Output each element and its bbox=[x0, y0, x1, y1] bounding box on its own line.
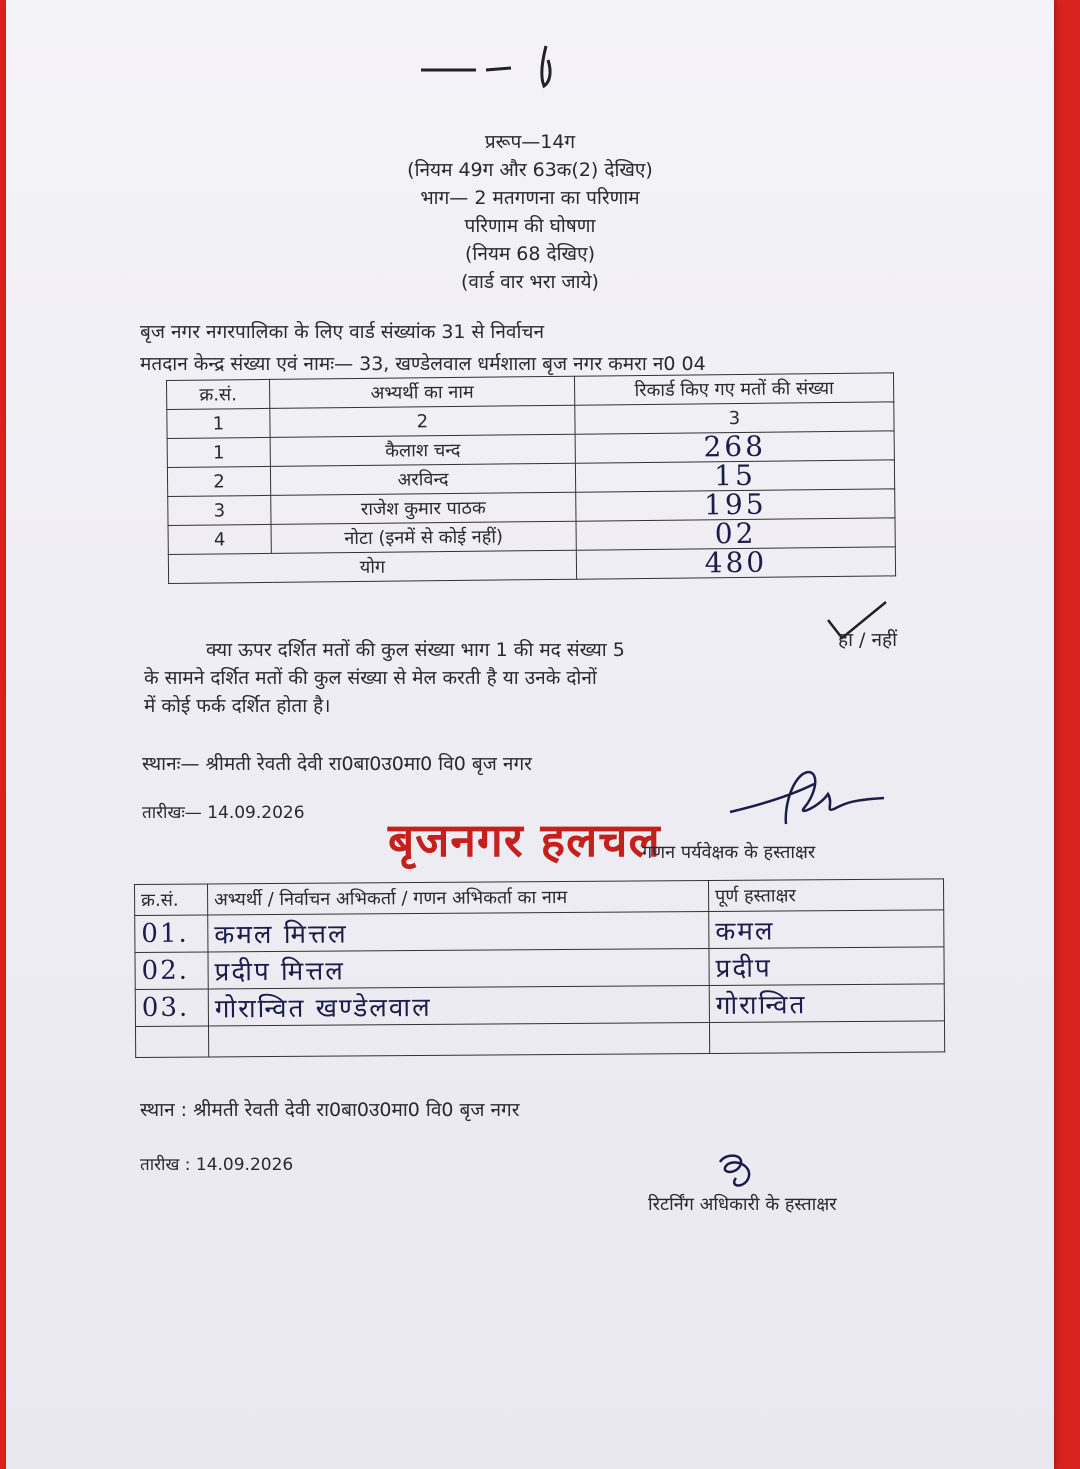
question-line-2: के सामने दर्शित मतों की कुल संख्या से मेल करती है या उनके दोनों bbox=[144, 667, 597, 689]
question-line-3: में कोई फर्क दर्शित होता है। bbox=[144, 695, 331, 717]
form-number: प्ररूप—14ग bbox=[484, 131, 576, 153]
total-label: योग bbox=[168, 550, 576, 583]
agents-header-sign: पूर्ण हस्ताक्षर bbox=[708, 879, 943, 912]
election-line-2: मतदान केन्द्र संख्या एवं नामः— 33, खण्डेलवाल धर्मशाला बृज नगर कमरा न0 04 bbox=[140, 353, 706, 375]
agent-sno: 02. bbox=[135, 952, 208, 990]
agent-sno: 03. bbox=[135, 989, 208, 1027]
table-row bbox=[135, 984, 944, 1027]
date-2: तारीख : 14.09.2026 bbox=[140, 1155, 294, 1175]
index-3: 3 bbox=[575, 402, 894, 434]
returning-officer-signature bbox=[706, 1148, 776, 1198]
total-votes: 480 bbox=[576, 547, 895, 579]
agent-name: गोरान्वित खण्डेलवाल bbox=[208, 985, 709, 1025]
table-row bbox=[135, 947, 944, 990]
agent-name: प्रदीप मित्तल bbox=[208, 948, 709, 988]
agent-name: कमल मित्तल bbox=[208, 911, 709, 951]
supervisor-sign-label: गणन पर्यवेक्षक के हस्ताक्षर bbox=[642, 842, 816, 863]
declaration-title: परिणाम की घोषणा bbox=[464, 215, 596, 237]
agent-sno: 01. bbox=[135, 915, 208, 953]
place-2: स्थान : श्रीमती रेवती देवी रा0बा0उ0मा0 वि0 बृज नगर bbox=[140, 1099, 520, 1121]
row-candidate: नोटा (इनमें से कोई नहीं) bbox=[271, 521, 576, 553]
date-1: तारीखः— 14.09.2026 bbox=[142, 803, 305, 823]
row-candidate: कैलाश चन्द bbox=[270, 434, 575, 466]
table-row bbox=[135, 1021, 944, 1058]
question-line-1: क्या ऊपर दर्शित मतों की कुल संख्या भाग 1 की मद संख्या 5 bbox=[206, 639, 625, 661]
row-votes: 268 bbox=[575, 431, 894, 463]
row-votes: 195 bbox=[576, 489, 895, 521]
answer-options: हां / नहीं bbox=[838, 629, 898, 651]
header-sno: क्र.सं. bbox=[167, 379, 270, 409]
agents-header-name: अभ्यर्थी / निर्वाचन अभिकर्ता / गणन अभिकर्ता का नाम bbox=[208, 880, 709, 914]
document-page bbox=[6, 0, 1054, 1469]
agent-signature: कमल bbox=[709, 910, 944, 949]
table-row bbox=[135, 910, 944, 953]
row-candidate: अरविन्द bbox=[270, 463, 575, 495]
row-sno: 1 bbox=[167, 437, 270, 467]
row-sno: 3 bbox=[168, 495, 271, 525]
row-sno: 4 bbox=[168, 524, 271, 554]
total-row bbox=[168, 547, 895, 584]
agent-signature: प्रदीप bbox=[709, 947, 944, 986]
rule-reference: (नियम 49ग और 63क(2) देखिए) bbox=[407, 159, 653, 181]
election-line-1: बृज नगर नगरपालिका के लिए वार्ड संख्यांक 31 से निर्वाचन bbox=[140, 321, 544, 343]
agents-header-sno: क्र.सं. bbox=[135, 884, 208, 916]
agent-signature bbox=[709, 1021, 944, 1054]
watermark: बृजनगर हलचल bbox=[388, 813, 661, 867]
agent-signature: गोरान्वित bbox=[709, 984, 944, 1023]
top-scribble bbox=[416, 42, 566, 92]
agent-sno bbox=[135, 1026, 208, 1058]
row-votes: 02 bbox=[576, 518, 895, 550]
agents-table bbox=[134, 878, 945, 1058]
rule-68: (नियम 68 देखिए) bbox=[465, 243, 595, 265]
ward-note: (वार्ड वार भरा जाये) bbox=[461, 271, 599, 293]
row-votes: 15 bbox=[575, 460, 894, 492]
results-table bbox=[166, 372, 896, 584]
header-candidate: अभ्यर्थी का नाम bbox=[269, 376, 574, 408]
place-1: स्थानः— श्रीमती रेवती देवी रा0बा0उ0मा0 वि0 बृज नगर bbox=[142, 753, 532, 775]
index-2: 2 bbox=[270, 405, 575, 437]
index-1: 1 bbox=[167, 408, 270, 438]
row-candidate: राजेश कुमार पाठक bbox=[271, 492, 576, 524]
row-sno: 2 bbox=[167, 466, 270, 496]
header-votes: रिकार्ड किए गए मतों की संख्या bbox=[574, 373, 893, 405]
supervisor-signature bbox=[724, 764, 904, 844]
part-title: भाग— 2 मतगणना का परिणाम bbox=[420, 187, 640, 209]
agent-name bbox=[208, 1022, 709, 1056]
returning-officer-label: रिटर्निंग अधिकारी के हस्ताक्षर bbox=[648, 1194, 837, 1215]
